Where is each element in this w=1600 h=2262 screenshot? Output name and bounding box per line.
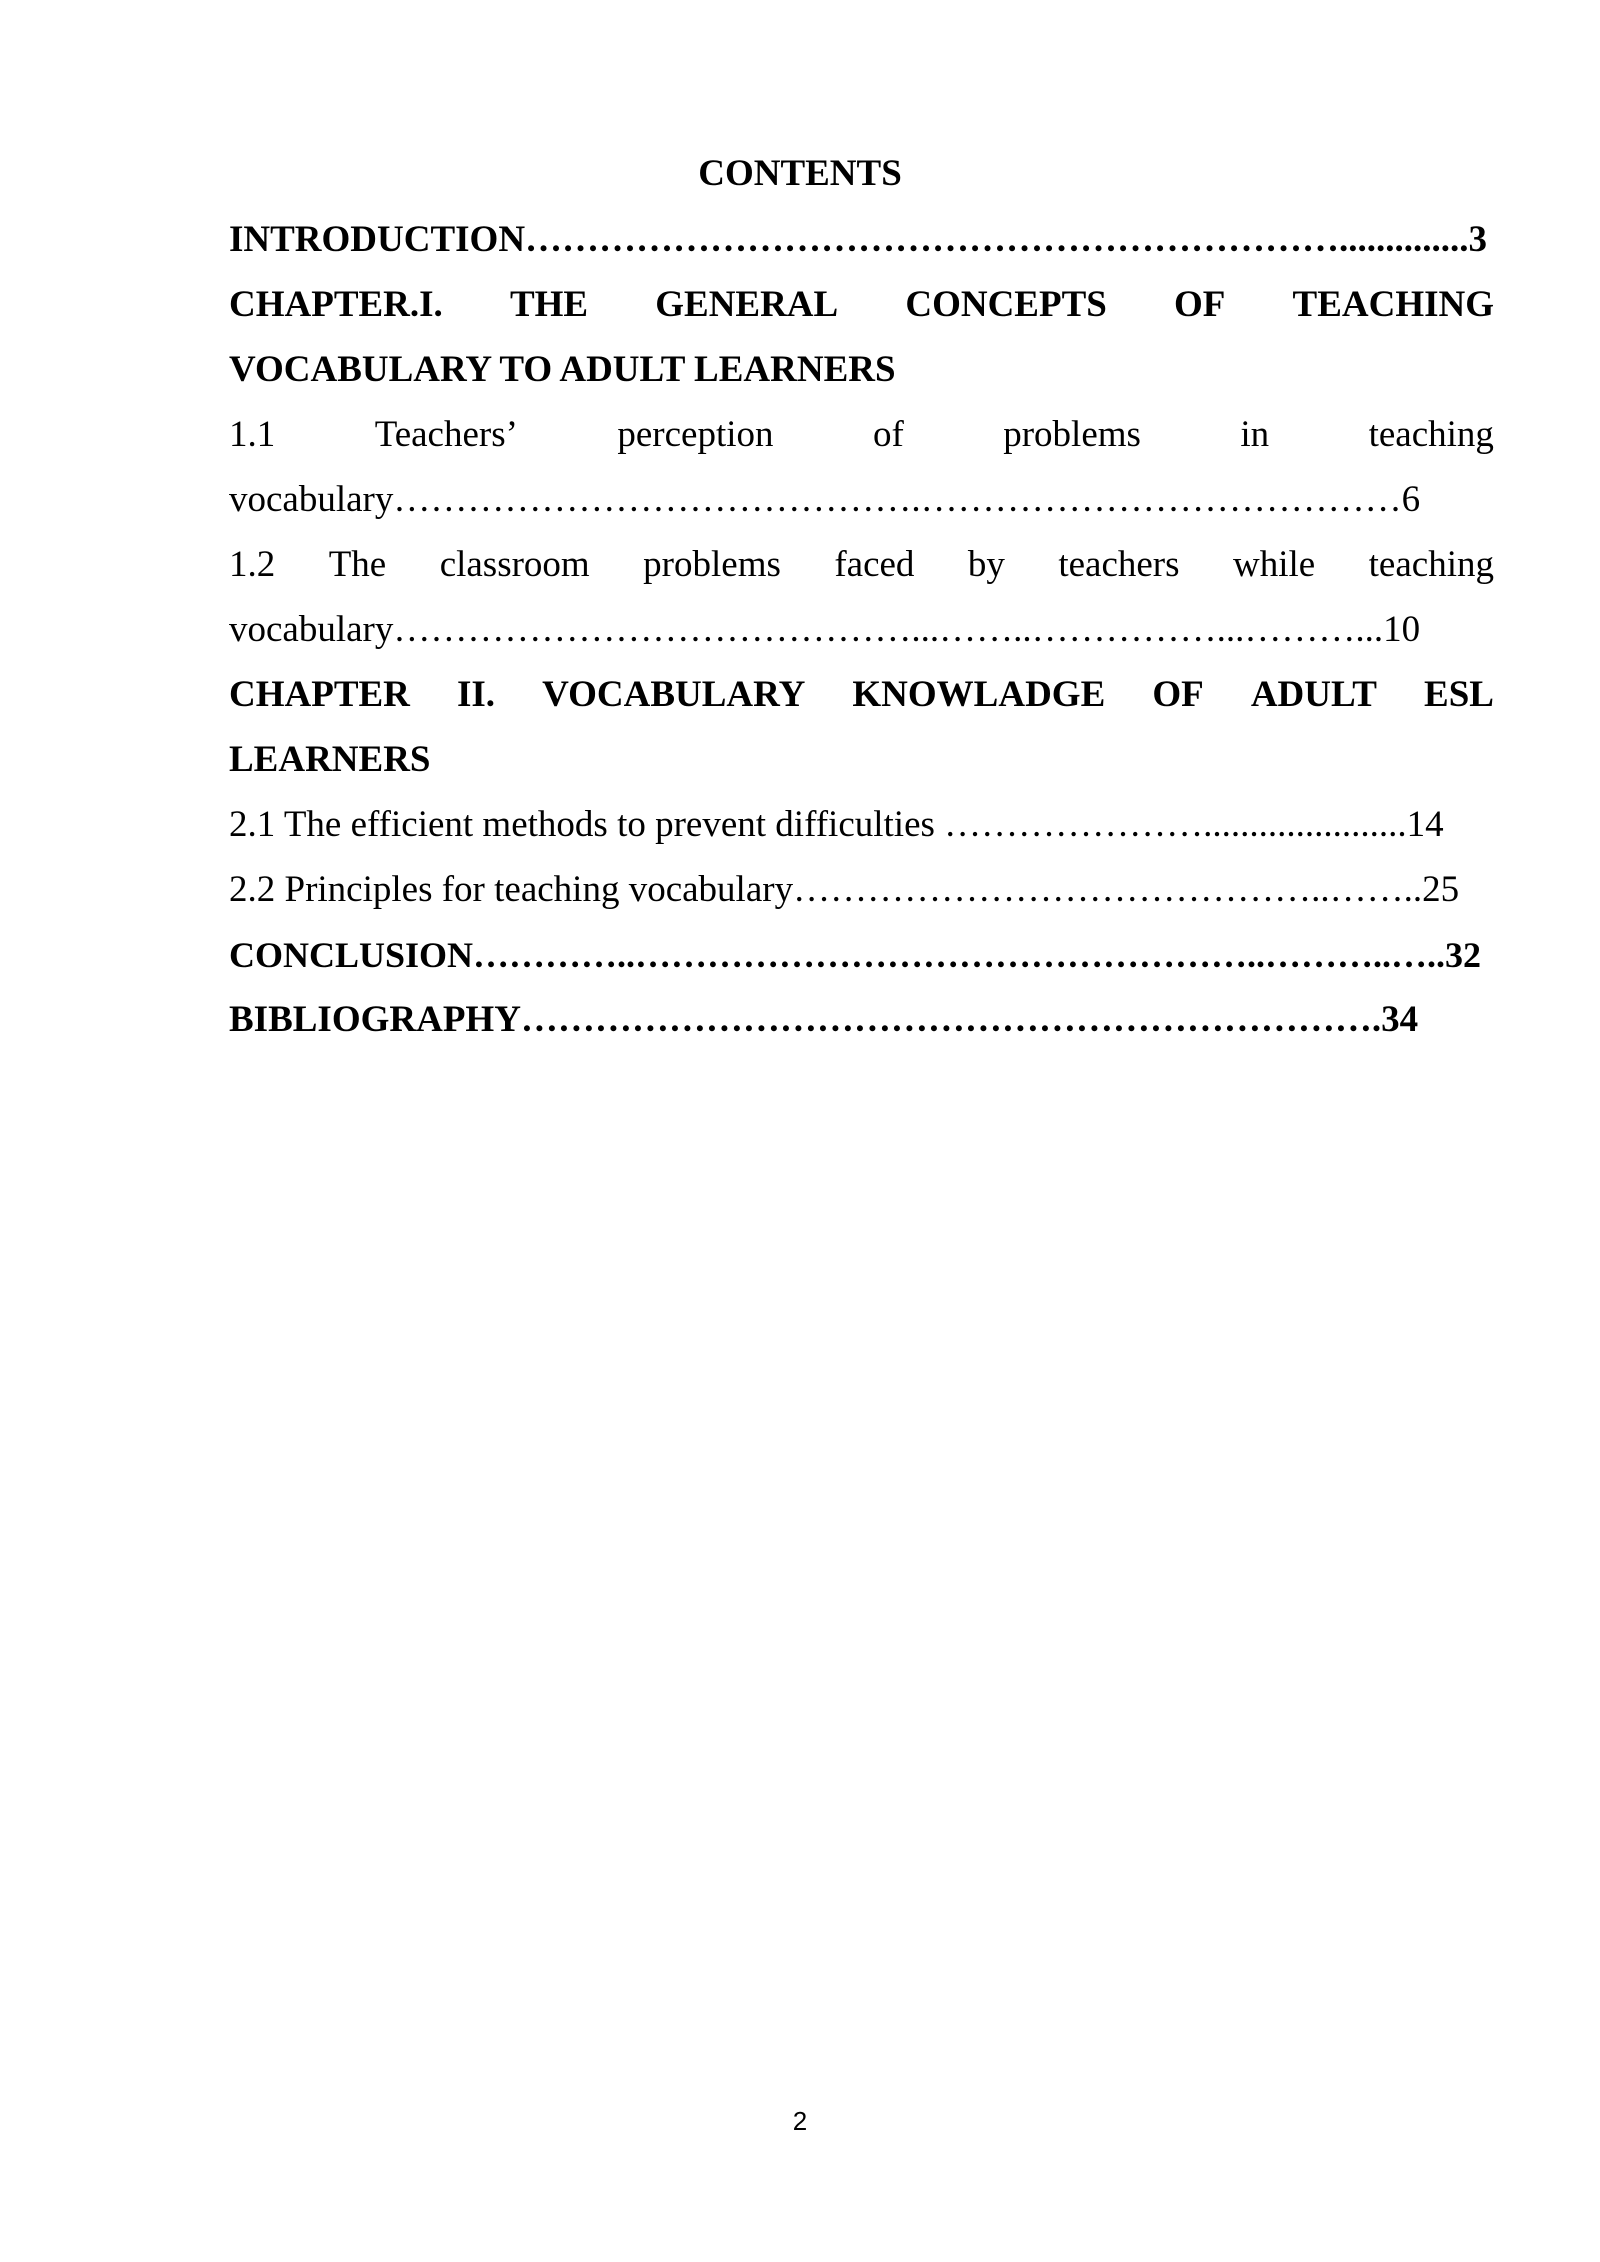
toc-section-1-2-line2: vocabulary……………………………………...……..……………...………...10 [229,609,1421,650]
toc-section-2-1: 2.1 The efficient methods to prevent difficulties …………………......................14 [229,804,1444,845]
entry-word: in [1240,414,1270,455]
heading-word: VOCABULARY [542,674,806,715]
entry-word: Teachers’ [374,414,518,455]
entry-word: of [872,414,904,455]
entry-word: by [967,544,1005,585]
entry-word: perception [617,414,774,455]
entry-word: problems [643,544,781,585]
entry-word: teachers [1058,544,1180,585]
entry-word: classroom [439,544,590,585]
heading-word: CHAPTER.I. [229,284,443,325]
heading-word: CHAPTER [229,674,410,715]
toc-chapter1-heading-line1 [229,281,1494,329]
heading-word: GENERAL [655,284,839,325]
toc-section-1-1-line2: vocabulary…………………………………….…………………………………6 [229,479,1421,520]
toc-chapter2-heading-line1 [229,671,1494,719]
heading-word: CONCEPTS [905,284,1107,325]
heading-word: ADULT [1250,674,1377,715]
toc-entry-introduction: INTRODUCTION…………………………………………………………..............3 [229,219,1488,260]
heading-word: THE [509,284,589,325]
toc-entry-bibliography: BIBLIOGRAPHY…………………………………………………………….34 [229,999,1419,1040]
page-number: 2 [792,2106,808,2136]
toc-chapter2-heading-line2: LEARNERS [229,739,431,780]
heading-word: TEACHING [1292,284,1494,325]
contents-title: CONTENTS [698,153,902,194]
heading-word: OF [1173,284,1226,325]
heading-word: KNOWLADGE [852,674,1106,715]
toc-section-1-1-line1 [229,411,1494,459]
entry-word: while [1232,544,1316,585]
heading-word: ESL [1424,674,1494,715]
toc-section-1-2-line1 [229,541,1494,589]
entry-word: 1.1 [229,414,276,455]
toc-entry-conclusion: CONCLUSION…………..……………………………………………..………..…..32 [229,935,1482,975]
toc-chapter1-heading-line2: VOCABULARY TO ADULT LEARNERS [229,349,896,390]
entry-word: teaching [1368,414,1494,455]
entry-word: problems [1003,414,1141,455]
toc-section-2-2: 2.2 Principles for teaching vocabulary……………………………………..……..25 [229,869,1460,910]
entry-word: faced [834,544,915,585]
heading-word: II. [457,674,496,715]
heading-word: OF [1152,674,1204,715]
entry-word: teaching [1368,544,1494,585]
entry-word: 1.2 [229,544,276,585]
entry-word: The [328,544,387,585]
